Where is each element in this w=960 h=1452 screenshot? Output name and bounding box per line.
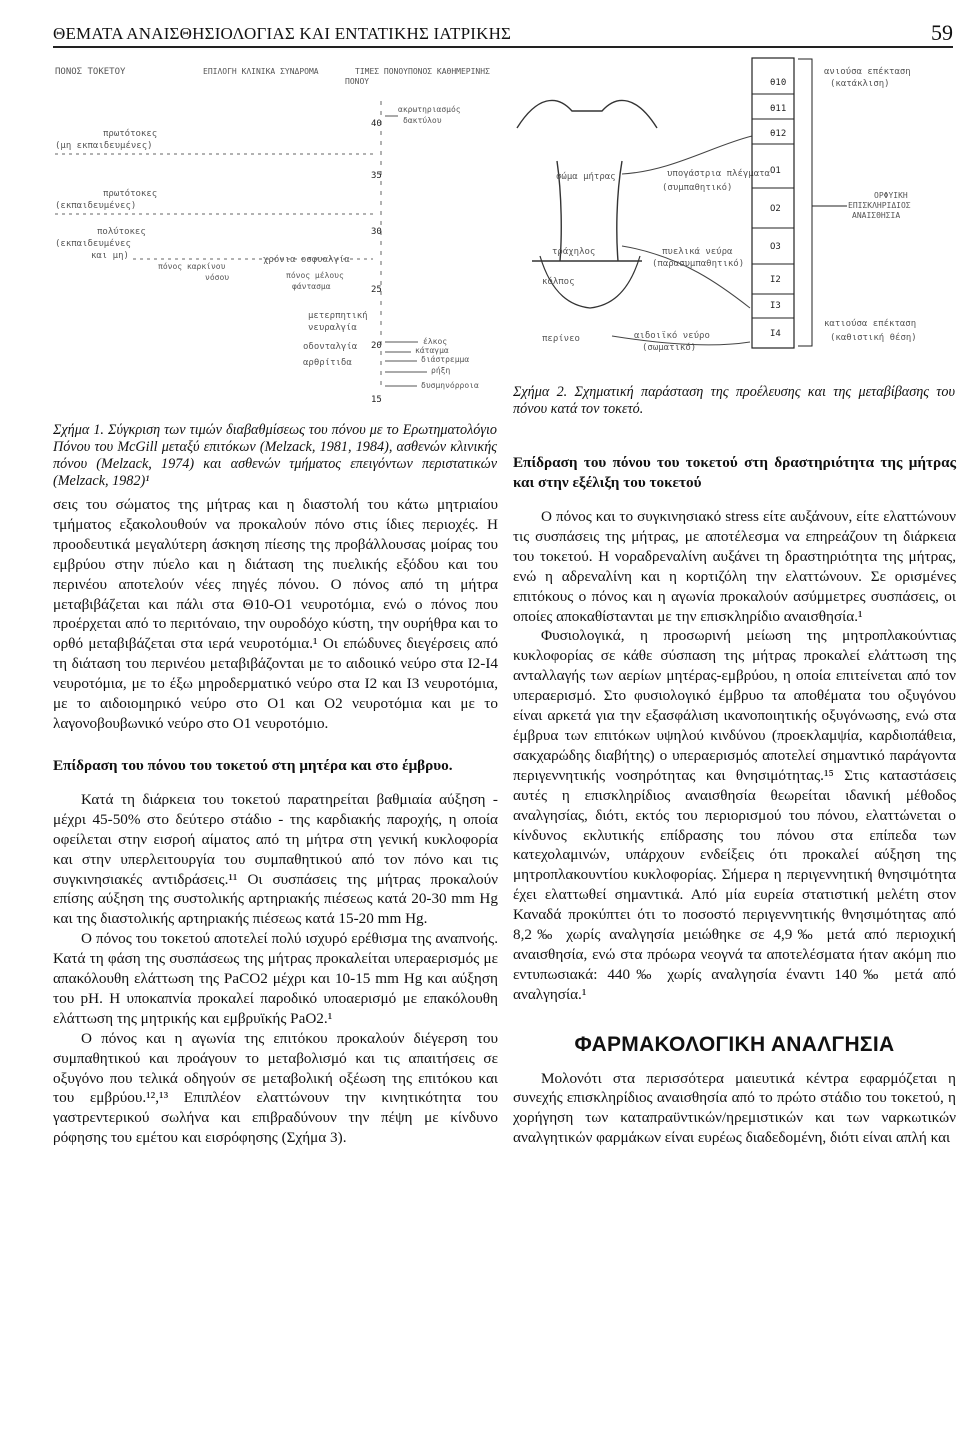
label-trained: (εκπαιδευμένες): [55, 201, 137, 211]
label-lumbar: ΟΡΦΥΙΚΗ: [874, 191, 908, 200]
label-chronic-back-pain: χρόνια οσφυαλγία: [263, 255, 350, 265]
right-paragraph-2: Φυσιολογικά, η προσωρινή μείωση της μητροπλακούντιας κυκλοφορίας σε κάθε σύσπαση της μήτρας προκαλεί ελάττωση της ανταλλαγής των αερίων μητέρας-εμβρύου, η οποία επιτείνεται από τον υπεραερισμό. Στο φυσιολογικό έμβρυο τα αποθέματα του οξυγόνου είναι αρκετά για την εξασφάλιση ικανοποιητικής οξυγόνωσης, ενώ στα έμβρυα των επιτόκων υψηλού κινδύνου (προεκλαμψία, καρδιοπάθεια, σακχαρώδης διαβήτης) ο υπεραερισμός αποτελεί σημαντικό παράγοντα περιγεννητικής νοσηρότητας και θνησιμότητας.¹⁵ Στις καταστάσεις αυτές η επισκληρίδιος αναισθησία θεωρείται ιδανική μέθοδος αναλγησίας, διότι, εκτός του περιορισμού του πόνου, ελαττώνεται ο κίνδυνος εκλυτικής επίδρασης του πόνου στα επίπεδα των κατεχολαμινών, υπάρχουν ενδείξεις ότι προκαλεί αύξηση της μητροπλακουντίου κυκλοφορίας. Σήμερα η περιγεννητική θνησιμότητα έχει ελαττωθεί σημαντικά. Από μία ευρεία στατιστική μελέτη στον Καναδά προκύπτει ότι το ποσοστό περιγεννητικής θνησιμότητας από 8,2‰ χωρίς αναλγησία μειώθηκε σε 4,9‰ μετά από περιοχική αναισθησία, ενώ στα πρόωρα νεογνά τα αποτελέσματα ήταν ακόμη πιο εντυπωσιακά: 440‰ χωρίς αναλγησία έναντι 140‰ μετά από αναλγησία.¹: [513, 627, 956, 1003]
label-neuralgia: νευραλγία: [308, 323, 357, 333]
scale-35: 35: [371, 171, 382, 181]
col-header-labour-pain: ΠΟΝΟΣ ΤΟΚΕΤΟΥ: [55, 67, 126, 77]
label-perineum: περίνεο: [542, 334, 580, 344]
header-rule: [53, 46, 953, 48]
right-column: [513, 453, 956, 1148]
label-toothache: οδονταλγία: [303, 342, 358, 352]
uterus-outline: [517, 100, 657, 128]
label-finger: δακτύλου: [403, 116, 442, 125]
label-multiparous: πολύτοκες: [97, 227, 146, 237]
left-paragraph-2: Κατά τη διάρκεια του τοκετού παρατηρείται βαθμιαία αύξηση - μέχρι 45-50% στο δεύτερο στάδιο - της καρδιακής παροχής, η οποία οφείλεται στην εισροή αίματος από τη μήτρα στη γενική κυκλοφορία και στην υπερλειτουργία του συμπαθητικού από τον πόνο και τις συγκινησιακές αντιδράσεις.¹¹ Οι συσπάσεις της μήτρας προκαλούν επίσης αύξηση της συστολικής αρτηριακής πιέσεως κατά 20-30 mm Hg και της διαστολικής αρτηριακής πιέσεως κατά 15-20 mm Hg.: [53, 790, 498, 928]
label-trained-2: (εκπαιδευμένες: [55, 239, 131, 249]
label-amputation: ακρωτηριασμός: [398, 105, 461, 114]
label-arthritis: αρθρίτιδα: [303, 358, 352, 368]
segment-th11: θ11: [770, 104, 787, 114]
segment-l1: Ο1: [770, 166, 781, 176]
figure-1-pain-scale: [53, 56, 503, 404]
label-and-not: και μη): [91, 251, 129, 261]
label-sitting: (καθιστική θέση): [830, 333, 917, 343]
label-hypogastric: υπογάστρια πλέγματα: [667, 169, 770, 179]
right-paragraph-3: Μολονότι στα περισσότερα μαιευτικά κέντρα εφαρμόζεται η συνεχής επισκληρίδιος αναισθησία από το πρώτο στάδιο του τοκετού, η χορήγηση των καταπραϋντικών/ηρεμιστικών και των ναρκωτικών αναλγητικών φαρμάκων είναι ευρέως διαδεδομένη, διότι είναι απλή και: [513, 1069, 956, 1147]
col-header-daily: ΠΟΝΟΣ ΚΑΘΗΜΕΡΙΝΗΣ: [408, 67, 490, 76]
label-disease: νόσου: [205, 273, 230, 282]
label-cancer-pain: πόνος καρκίνου: [158, 262, 226, 271]
label-sprain: διάστρεμμα: [421, 355, 470, 364]
label-supine: (κατάκλιση): [830, 79, 890, 89]
segment-s3: Ι3: [770, 301, 781, 311]
page-number: 59: [931, 20, 953, 45]
label-sympathetic: (συμπαθητικό): [662, 183, 733, 193]
label-untrained: (μη εκπαιδευμένες): [55, 141, 153, 151]
left-paragraph-4: Ο πόνος και η αγωνία της επιτόκου προκαλούν διέγερση του συμπαθητικού και προάγουν το μεταβολισμό και τις απαιτήσεις σε οξυγόνο που τελικά οδηγούν σε μεταβολική οξέωση της επιτόκου και του εμβρύου.¹²,¹³ Επιπλέον ελαττώνουν την κινητικότητα του γαστρεντερικού σωλήνα και επιβραδύνουν την πέψη με κίνδυνο ρόφησης του εμέτου και εισρόφησης (Σχήμα 3).: [53, 1029, 498, 1147]
label-ulcer: έλκος: [423, 337, 448, 346]
running-header: [53, 22, 953, 48]
scale-40: 40: [371, 119, 382, 129]
segment-s2: Ι2: [770, 275, 781, 285]
label-primiparous-1: πρωτότοκες: [103, 129, 158, 139]
label-ascending: ανιούσα επέκταση: [824, 67, 911, 77]
left-column: [53, 495, 498, 1148]
label-dysmenorrhea: δυσμηνόρροια: [421, 381, 479, 390]
segment-th10: θ10: [770, 78, 787, 88]
left-paragraph-1: σεις του σώματος της μήτρας και η διαστολή του κάτω μητριαίου τμήματος εξακολουθούν να προκαλούν πόνο στις ίδιες περιοχές. Η προοδευτικά μεγαλύτερη άσκηση πίεσης της προβάλλουσας μοίρας του εμβρύου στην πύελο και η διάταση της πυελικής εξόδου και του περινέου αποτελούν νέες πηγές πόνου. Ο πόνος από τη μήτρα μεταβιβάζεται και πάλι στα Θ10-Ο1 νευροτόμια, ενώ ο πόνος που προέρχεται από το περιτόναιο, την ουροδόχο κύστη, την ουρήθρα και το ορθό μεταβιβάζεται στα ιερά νευροτόμια.¹ Οι επώδυνες διεγέρσεις από τη διάταση του περινέου μεταβιβάζονται με το αιδοιικό νεύρο στα Ι2-Ι4 νευροτόμια, με το έξω μηροδερματικό νεύρο στα Ι2 και Ι3 νευροτόμια, με το αιδοιομηρικό νεύρο στο Ο1 και Ο2 νευροτόμια και με το λαγονοβουβωνικό νεύρο στο Ο1 νευροτόμιο.: [53, 496, 498, 732]
label-fracture: κάταγμα: [415, 346, 449, 355]
journal-title: ΘΕΜΑΤΑ ΑΝΑΙΣΘΗΣΙΟΛΟΓΙΑΣ ΚΑΙ ΕΝΤΑΤΙΚΗΣ ΙΑΤΡΙΚΗΣ: [53, 24, 512, 43]
right-paragraph-1: Ο πόνος και το συγκινησιακό stress είτε αυξάνουν, είτε ελαττώνουν τις συσπάσεις της μήτρας, με αποτέλεσμα να επηρεάζουν τη διάρκεια του τοκετού. Η νοραδρεναλίνη αυξάνει τη δραστηριότητα της μήτρας, ενώ η αδρεναλίνη και η κορτιζόλη την ελαττώνουν. Σε ορισμένες επιτόκους ο πόνος και η αγωνία προκαλούν ασύμμετρες συσπάσεις, οι οποίες αποκαθίστανται με την επισκληρίδιο αναισθησία.¹: [513, 508, 956, 625]
col-header-clinical: ΕΠΙΛΟΓΗ ΚΛΙΝΙΚΑ ΣΥΝΔΡΟΜΑ: [203, 67, 319, 76]
scale-25: 25: [371, 285, 382, 295]
figure-2-pain-pathways: [512, 56, 957, 364]
label-pudendal: αιδοιϊκό νεύρο: [634, 331, 710, 341]
label-cervix: τράχηλος: [552, 247, 596, 257]
figure-2-caption: Σχήμα 2. Σχηματική παράσταση της προέλευσης και της μεταβίβασης του πόνου κατά τον τοκετό.: [513, 384, 955, 418]
col-header-values: ΤΙΜΕΣ ΠΟΝΟΥ: [355, 67, 408, 76]
pharmacological-analgesia-heading: ΦΑΡΜΑΚΟΛΟΓΙΚΗ ΑΝΑΛΓΗΣΙΑ: [574, 1032, 895, 1056]
left-section-heading: Επίδραση του πόνου του τοκετού στη μητέρα και στο έμβρυο.: [53, 756, 453, 774]
segment-l3: Ο3: [770, 242, 781, 252]
figure-1-caption: Σχήμα 1. Σύγκριση των τιμών διαβαθμίσεως του πόνου με το Ερωτηματολόγιο Πόνου του McGill μεταξύ επιτόκων (Melzack, 1981, 1984), ασθενών κλινικής πόνου (Melzack, 1974) και ασθενών τμήματος επειγόντων περιστατικών (Melzack, 1982)¹: [53, 422, 497, 490]
label-pelvic-nerves: πυελικά νεύρα: [662, 247, 733, 257]
label-anaesthesia: ΑΝΑΙΣΘΗΣΙΑ: [852, 211, 901, 220]
label-vagina: κόλπος: [542, 277, 575, 287]
segment-l2: Ο2: [770, 204, 781, 214]
segment-s4: Ι4: [770, 329, 781, 339]
label-primiparous-2: πρωτότοκες: [103, 189, 158, 199]
label-uterus-body: σώμα μήτρας: [556, 172, 616, 182]
label-descending: κατιούσα επέκταση: [824, 319, 917, 329]
label-parasympathetic: (παρασυμπαθητικό): [652, 259, 745, 269]
left-paragraph-3: Ο πόνος του τοκετού αποτελεί πολύ ισχυρό ερέθισμα της αναπνοής. Κατά τη φάση της συσπάσεως της μήτρας προκαλείται υπεραερισμός με απακόλουθη ελάττωση της PaCO2 μέχρι και 10-15 mm Hg και αύξηση του pH. Η υποκαπνία προκαλεί παροδικό υποαερισμό με επακόλουθη ελάττωση της μητρικής και εμβρυϊκής PaO2.¹: [53, 930, 498, 1027]
label-rupture: ρήξη: [431, 366, 451, 375]
label-postherpetic: μετερπητική: [308, 311, 368, 321]
scale-20: 20: [371, 341, 382, 351]
right-section-heading: Επίδραση του πόνου του τοκετού στη δραστηριότητα της μήτρας και στην εξέλιξη του τοκετού: [513, 454, 956, 491]
segment-th12: θ12: [770, 129, 787, 139]
svg-text:ΠΟΝΟΥ: ΠΟΝΟΥ: [345, 77, 370, 86]
label-epidural: ΕΠΙΣΚΛΗΡΙΔΙΟΣ: [848, 201, 911, 210]
label-phantom: φάντασμα: [292, 282, 331, 291]
scale-30: 30: [371, 227, 382, 237]
scale-15: 15: [371, 395, 382, 404]
label-phantom-limb: πόνος μέλους: [286, 271, 344, 280]
label-somatic: (σωματικό): [642, 343, 697, 353]
